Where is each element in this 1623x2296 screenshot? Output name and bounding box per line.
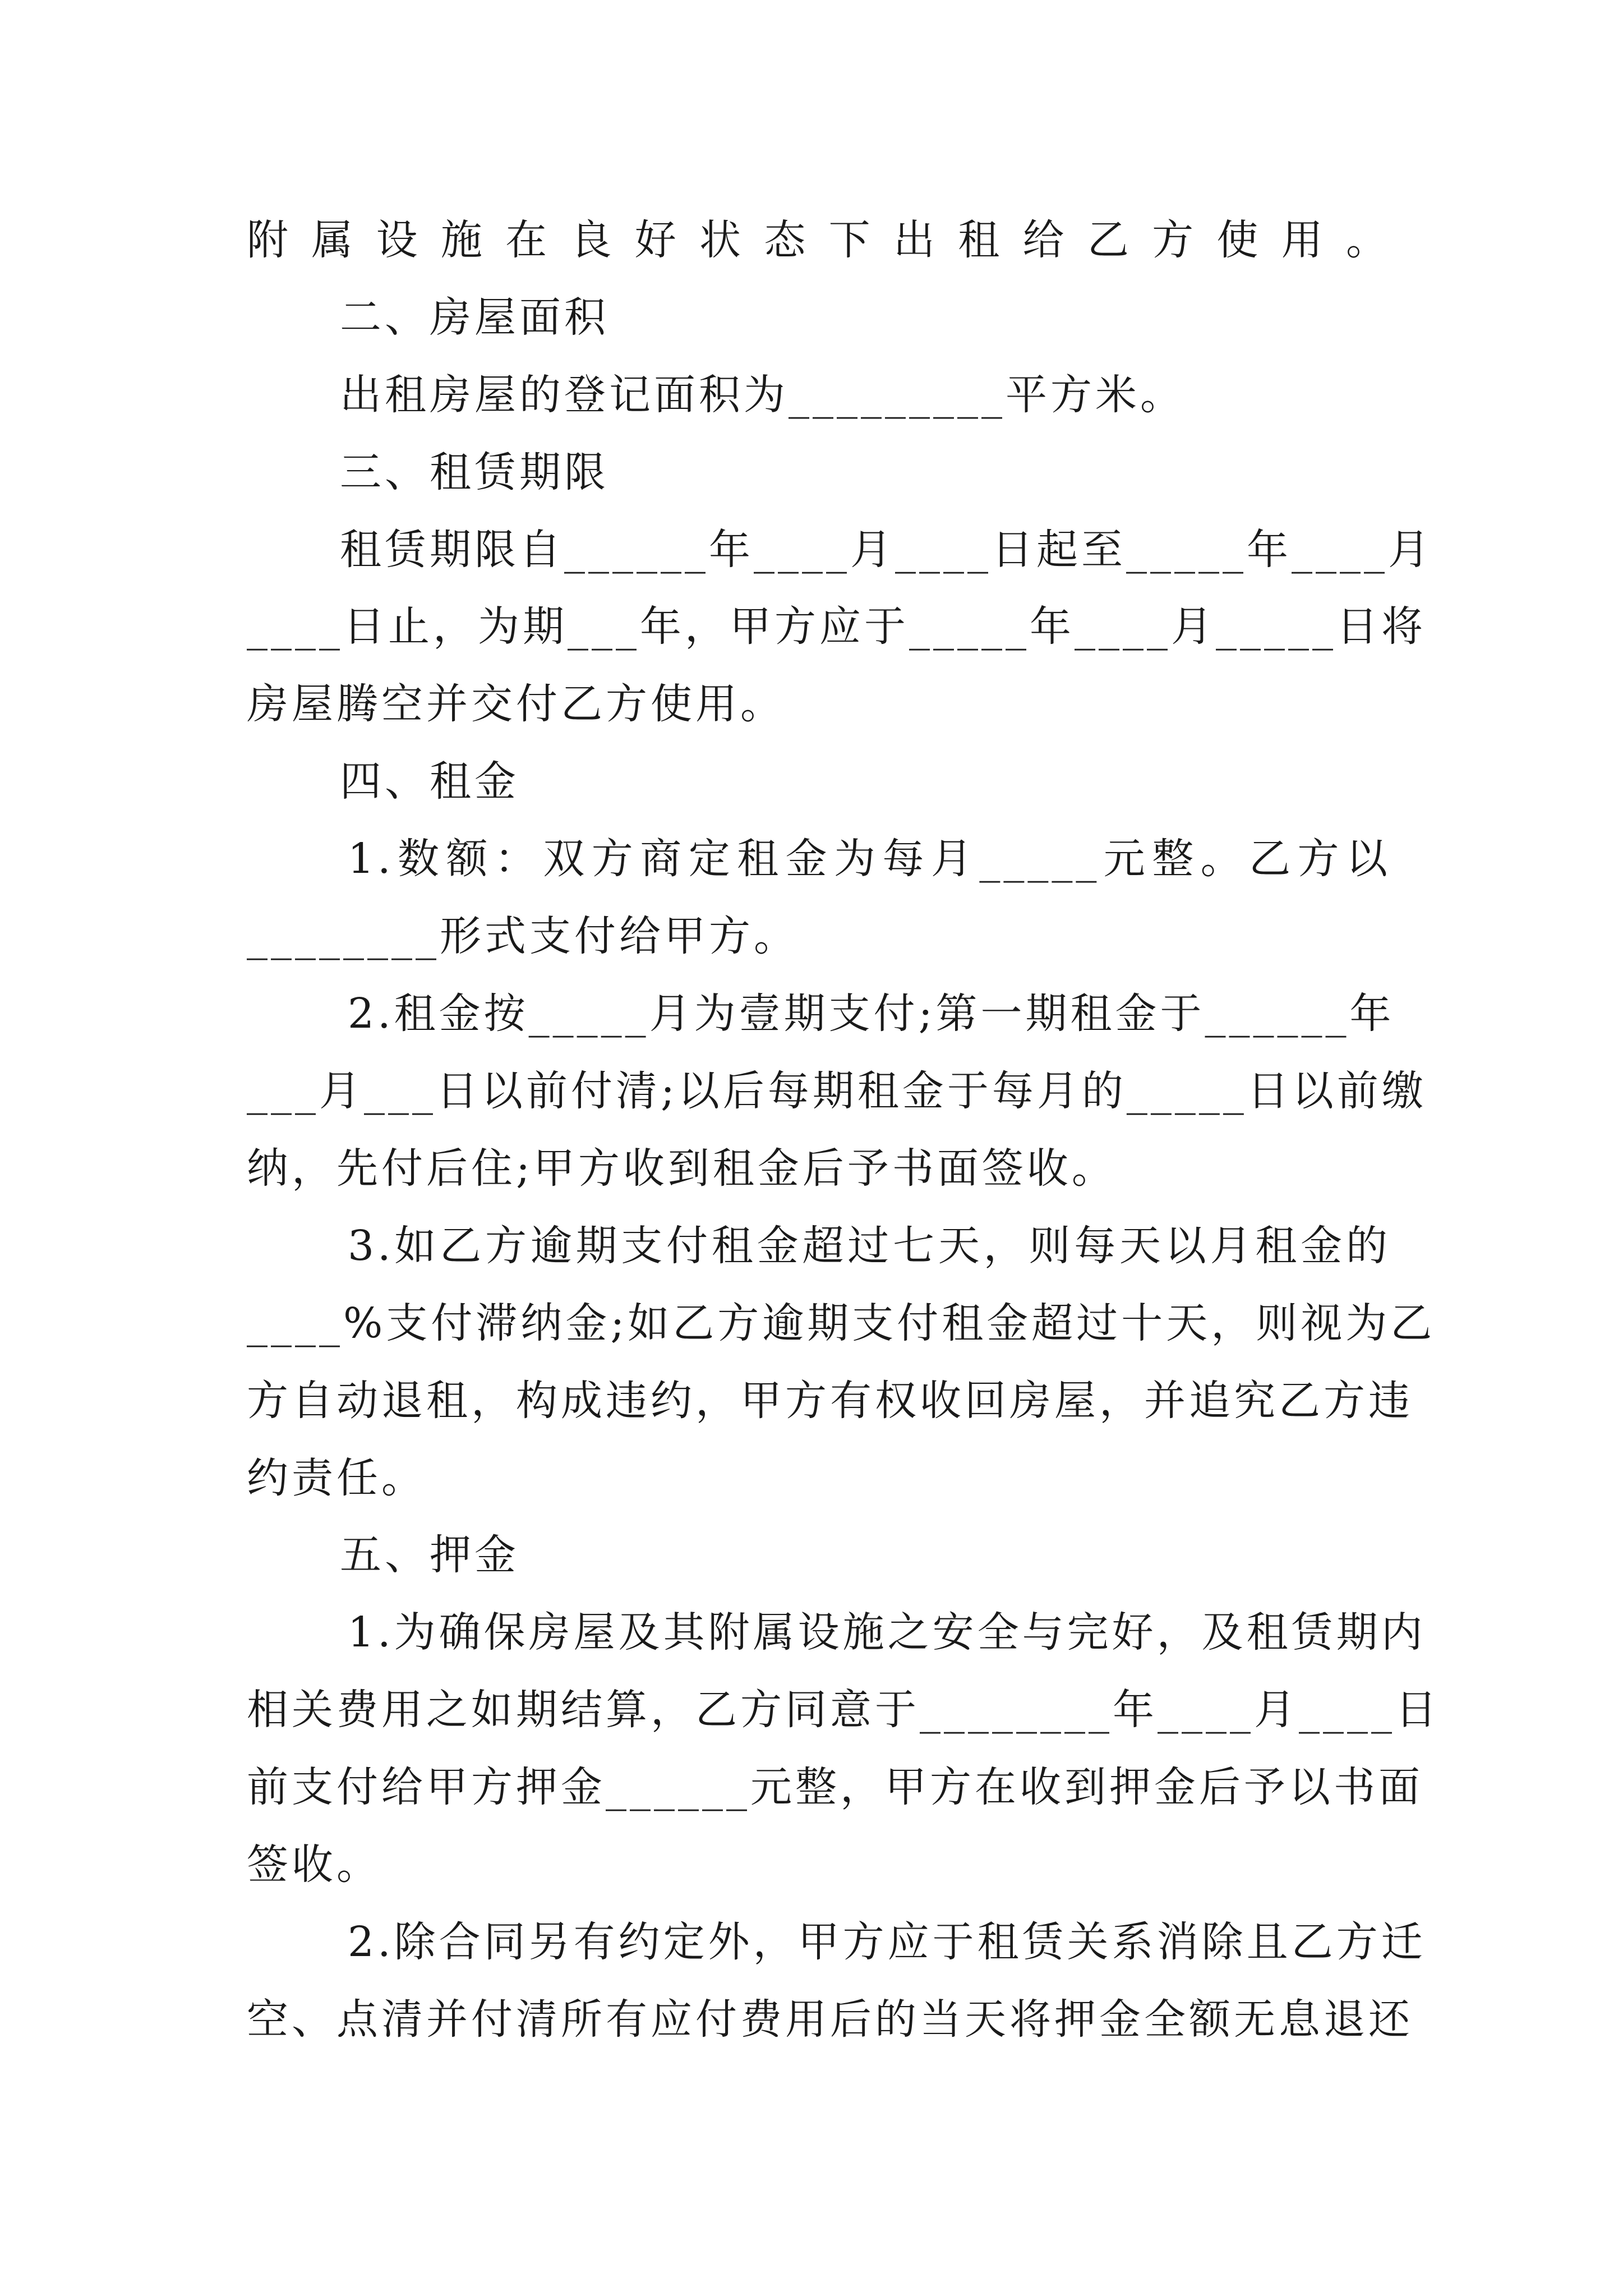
section-heading-rent: 四、租金 — [340, 757, 519, 806]
clause-line: 签收。 — [247, 1841, 381, 1889]
clause-line: 2.租金按_____月为壹期支付;第一期租金于______年 — [348, 990, 1395, 1038]
clause-line: 3.如乙方逾期支付租金超过七天，则每天以月租金的 — [348, 1222, 1391, 1270]
paragraph-line: 房屋腾空并交付乙方使用。 — [247, 680, 785, 728]
paragraph-line: 附属设施在良好状态下出租给乙方使用。 — [247, 216, 1391, 264]
section-heading-area: 二、房屋面积 — [340, 293, 609, 342]
clause-line: 2.除合同另有约定外，甲方应于租赁关系消除且乙方迁 — [348, 1918, 1426, 1966]
section-heading-deposit: 五、押金 — [340, 1531, 519, 1579]
clause-line: ________形式支付给甲方。 — [247, 912, 799, 960]
section-heading-term: 三、租赁期限 — [340, 448, 609, 496]
clause-line: 纳，先付后住;甲方收到租金后予书面签收。 — [247, 1144, 1117, 1193]
clause-line: ____%支付滞纳金;如乙方逾期支付租金超过十天，则视为乙 — [247, 1299, 1436, 1347]
clause-line: 1.数额：双方商定租金为每月_____元整。乙方以 — [348, 835, 1391, 883]
clause-line: 约责任。 — [247, 1454, 426, 1502]
paragraph-line: 出租房屋的登记面积为_________平方米。 — [340, 371, 1185, 419]
clause-line: 1.为确保房屋及其附属设施之安全与完好，及租赁期内 — [348, 1608, 1426, 1657]
clause-line: 空、点清并付清所有应付费用后的当天将押金全额无息退还 — [247, 1995, 1413, 2044]
clause-line: ___月___日以前付清;以后每期租金于每月的_____日以前缴 — [247, 1067, 1427, 1115]
clause-line: 方自动退租，构成违约，甲方有权收回房屋，并追究乙方违 — [247, 1377, 1413, 1425]
paragraph-line: 租赁期限自______年____月____日起至_____年____月 — [340, 526, 1433, 574]
clause-line: 相关费用之如期结算，乙方同意于________年____月____日 — [247, 1686, 1440, 1734]
clause-line: 前支付给甲方押金______元整，甲方在收到押金后予以书面 — [247, 1763, 1423, 1811]
paragraph-line: ____日止，为期___年，甲方应于_____年____月_____日将 — [247, 602, 1426, 651]
